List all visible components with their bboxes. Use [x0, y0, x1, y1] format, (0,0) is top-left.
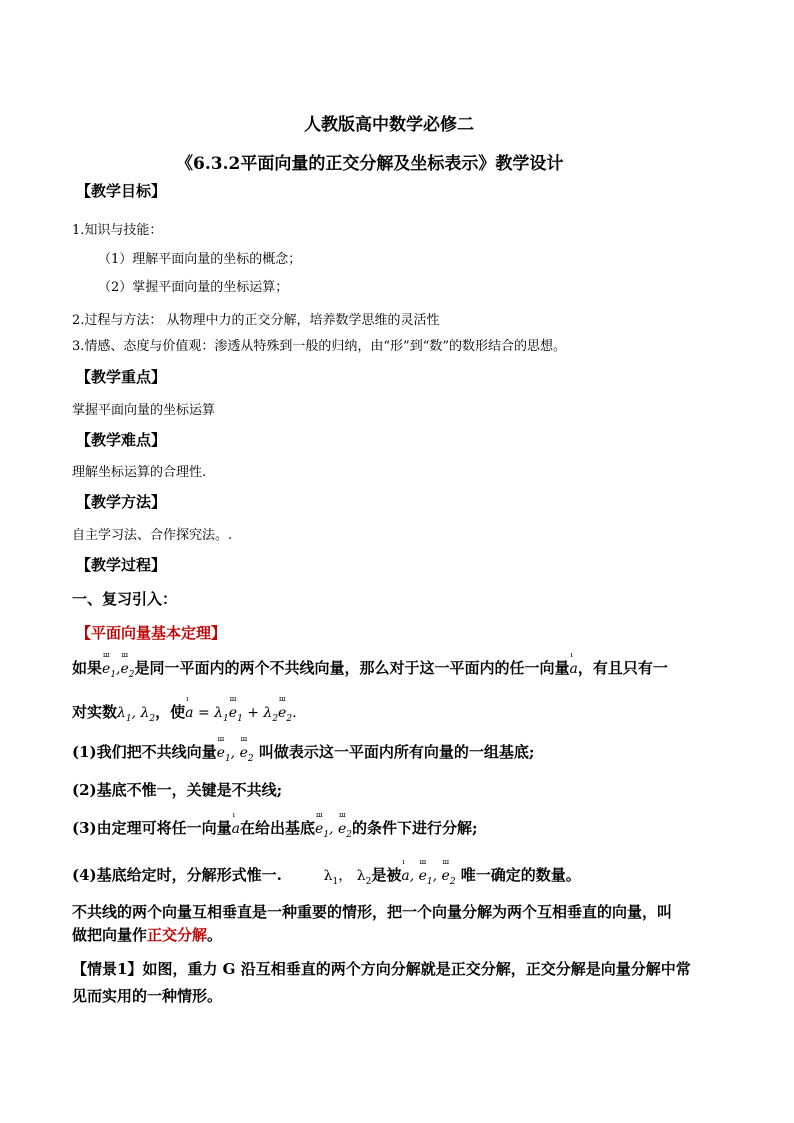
- point-2: (2)基底不惟一，关键是不共线;: [72, 781, 283, 799]
- point-3: (3)由定理可将任一向量a ı 在给出基底$e_1$ ш , $e_2$ ш 的条件下进行分解;: [72, 811, 478, 840]
- title-line-2: 《6.3.2平面向量的正交分解及坐标表示》教学设计: [176, 154, 564, 174]
- theorem-line-2: 对实数$\lambda_1$, $\lambda_2$，使a ı = $\lambda_1e_1$ ш + $\lambda_2e_2$ ш .: [72, 695, 297, 724]
- theorem-heading: 【平面向量基本定理】: [76, 624, 227, 642]
- difficulty-heading: 【教学难点】: [76, 431, 167, 449]
- goal-knowledge: 1.知识与技能：: [72, 223, 163, 238]
- theorem-line-1: 如果$e_1$ ш $,e_2$ ш 是同一平面内的两个不共线向量，那么对于这一平面内的任一向量a ı ，有且只有一: [72, 651, 668, 680]
- method-heading: 【教学方法】: [76, 493, 167, 511]
- point-1: (1)我们把不共线向量$e_1$ ш , $e_2$ ш 叫做表示这一平面内所有向量的一组基底;: [72, 735, 535, 764]
- goal-knowledge-b: （2）掌握平面向量的坐标运算；: [98, 280, 289, 295]
- process-heading: 【教学过程】: [76, 556, 167, 574]
- point-4: (4)基底给定时，分解形式惟一. $\lambda_1$， $\lambda_2$是被a ı , $e_1$ ш , $e_2$ ш 唯一确定的数量。: [72, 858, 581, 887]
- scenario-1-line-1: 【情景1】如图，重力 G 沿互相垂直的两个方向分解就是正交分解，正交分解是向量分解中常: [72, 960, 691, 978]
- goal-values: 3.情感、态度与价值观：渗透从特殊到一般的归纳，由“形”到“数”的数形结合的思想。: [72, 339, 566, 354]
- goals-heading: 【教学目标】: [76, 182, 167, 200]
- title-line-1: 人教版高中数学必修二: [304, 115, 474, 135]
- key-text: 掌握平面向量的坐标运算: [72, 403, 216, 418]
- review-heading: 一、复习引入：: [72, 590, 178, 608]
- orthogonal-line-2: 做把向量作正交分解。: [72, 926, 223, 944]
- goal-knowledge-a: （1）理解平面向量的坐标的概念；: [98, 252, 302, 267]
- difficulty-text: 理解坐标运算的合理性.: [72, 465, 207, 480]
- method-text: 自主学习法、合作探究法。.: [72, 528, 233, 543]
- key-heading: 【教学重点】: [76, 368, 167, 386]
- scenario-1-line-2: 见而实用的一种情形。: [72, 987, 223, 1005]
- orthogonal-line-1: 不共线的两个向量互相垂直是一种重要的情形，把一个向量分解为两个互相垂直的向量，叫: [72, 903, 673, 921]
- goal-process: 2.过程与方法： 从物理中力的正交分解，培养数学思维的灵活性: [72, 313, 440, 328]
